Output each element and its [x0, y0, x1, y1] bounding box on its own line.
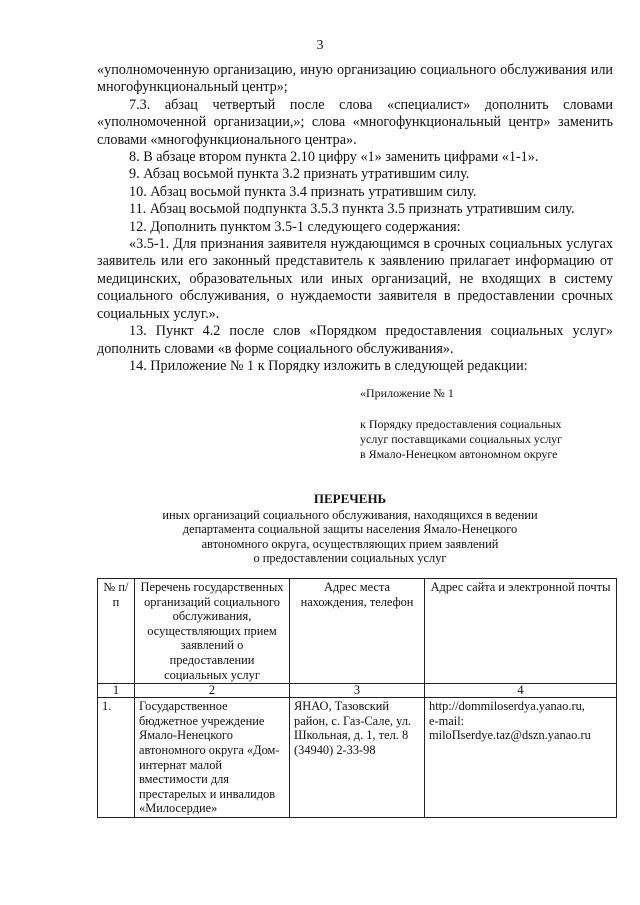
email-label: e-mail:: [429, 713, 465, 728]
header-cell: Перечень государственных организаций социального обслуживания, осуществляющих прием заявлений о предоставлении социальных услуг: [135, 579, 290, 684]
paragraph: 13. Пункт 4.2 после слов «Порядком предоставления социальных услуг» дополнить словами «в форме социального обслуживания».: [97, 323, 613, 357]
row-number: 1.: [98, 698, 135, 818]
list-heading: [0, 492, 640, 566]
table-header-row: [98, 579, 617, 684]
page-number: 3: [316, 38, 324, 53]
header-cell: Адрес сайта и электронной почты: [425, 579, 617, 684]
paragraph: 9. Абзац восьмой пункта 3.2 признать утратившим силу.: [129, 166, 470, 183]
appendix-title: «Приложение № 1: [360, 386, 454, 400]
column-number: 4: [425, 684, 617, 698]
org-name: Государственное бюджетное учреждение Ямало-Ненецкого автономного округа «Дом-интернат малой вместимости для престарелых и инвалидов «Милосердие»: [135, 698, 290, 818]
column-number: 3: [290, 684, 425, 698]
appendix-line: к Порядку предоставления социальных: [360, 417, 562, 431]
paragraph: «уполномоченную организацию, иную организацию социального обслуживания или многофункциональный центр»;: [97, 62, 613, 96]
list-title: ПЕРЕЧЕНЬ: [313, 491, 387, 506]
paragraph: 14. Приложение № 1 к Порядку изложить в следующей редакции:: [129, 357, 528, 374]
paragraph: 11. Абзац восьмой подпункта 3.5.3 пункта 3.5 признать утратившим силу.: [129, 201, 575, 218]
table-row: [98, 698, 617, 818]
org-address: ЯНАО, Тазовский район, с. Газ-Сале, ул. Школьная, д. 1, тел. 8 (34940) 2-33-98: [290, 698, 425, 818]
list-subtitle: департамента социальной защиты населения Ямало-Ненецкого: [182, 522, 518, 536]
column-number: 2: [135, 684, 290, 698]
paragraph: 10. Абзац восьмой пункта 3.4 признать утратившим силу.: [129, 183, 477, 200]
list-subtitle: автономного округа, осуществляющих прием заявлений: [201, 536, 499, 551]
org-contacts: [425, 698, 617, 818]
header-cell: Адрес места нахождения, телефон: [290, 579, 425, 684]
header-cell: № п/п: [98, 579, 135, 684]
paragraph: 7.3. абзац четвертый после слова «специалист» дополнить словами «уполномоченной организации,»; слова «многофункциональный центр» заменить словами «многофункционального центра».: [97, 96, 613, 148]
organizations-table: [97, 578, 617, 818]
body-text: [97, 62, 613, 375]
appendix-note: [360, 386, 600, 462]
email-link[interactable]: miloПserdye.taz@dszn.yanao.ru: [429, 728, 591, 743]
paragraph: «3.5-1. Для признания заявителя нуждающимся в срочных социальных услугах заявитель или его законный представитель к заявлению прилагает информацию от медицинских, образовательных или иных организаций, не входящих в систему социального обслуживания, о нуждаемости заявителя в предоставлении срочных социальных услуг.».: [97, 236, 613, 322]
paragraph: 12. Дополнить пунктом 3.5-1 следующего содержания:: [129, 218, 461, 235]
appendix-line: в Ямало-Ненецком автономном округе: [360, 447, 558, 461]
list-subtitle: о предоставлении социальных услуг: [253, 551, 447, 565]
list-subtitle: иных организаций социального обслуживания, находящихся в ведении: [162, 507, 538, 522]
website-link[interactable]: http://dommiloserdya.yanao.ru,: [429, 699, 585, 714]
column-number-row: [98, 684, 617, 698]
column-number: 1: [98, 684, 135, 698]
appendix-line: услуг поставщиками социальных услуг: [360, 432, 563, 446]
paragraph: 8. В абзаце втором пункта 2.10 цифру «1» заменить цифрами «1-1».: [129, 149, 539, 166]
